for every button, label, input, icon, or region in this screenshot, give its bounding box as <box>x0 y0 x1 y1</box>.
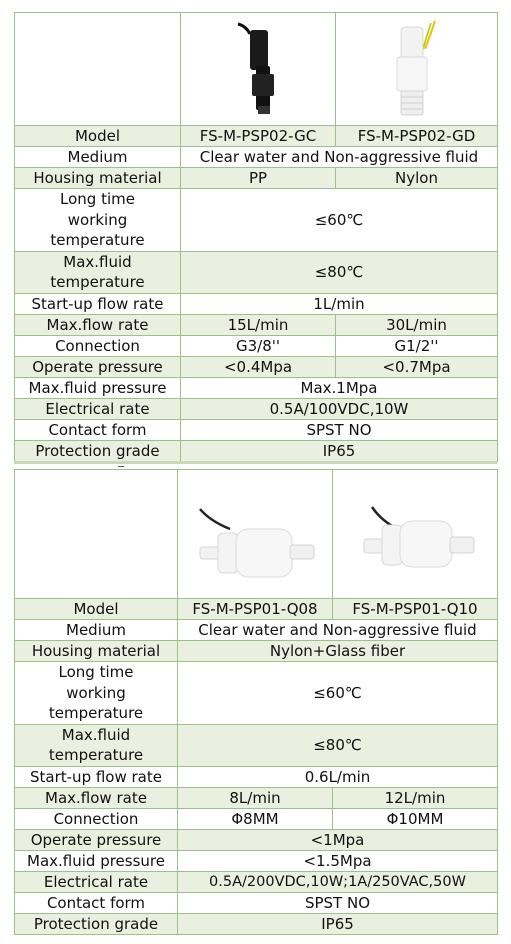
row-label: Operate pressure <box>15 356 181 377</box>
value-cell: 1L/min <box>181 293 498 314</box>
row-label: Max.fluid temperature <box>15 724 178 766</box>
table-row <box>15 293 498 314</box>
row-label: Housing material <box>15 168 181 189</box>
row-label: Long time working temperature <box>15 189 181 252</box>
value-cell: IP65 <box>181 440 498 461</box>
row-label: Protection grade <box>15 440 181 461</box>
row-label: Max.flow rate <box>15 787 178 808</box>
value-cell: 0.5A/200VDC,10W;1A/250VAC,50W <box>178 871 498 892</box>
value-cell: Clear water and Non-aggressive fluid <box>181 147 498 168</box>
table-row <box>15 419 498 440</box>
table-row <box>15 892 498 913</box>
value-cell: ≤80℃ <box>181 251 498 293</box>
value-cell: SPST NO <box>178 892 498 913</box>
white-flow-switch-yellow-wire-photo <box>336 13 498 126</box>
table-row <box>15 147 498 168</box>
table-row <box>15 13 498 126</box>
table-row <box>15 913 498 934</box>
table-row <box>15 356 498 377</box>
row-label: Connection <box>15 808 178 829</box>
value-cell: 12L/min <box>333 787 498 808</box>
row-label: Model <box>15 599 178 620</box>
spec-table-psp01 <box>14 469 498 935</box>
value-cell: Clear water and Non-aggressive fluid <box>178 620 498 641</box>
value-cell: ≤80℃ <box>178 724 498 766</box>
white-flow-switch-q08-photo <box>178 470 333 599</box>
row-label: Max.fluid pressure <box>15 850 178 871</box>
table-row <box>15 251 498 293</box>
value-cell: SPST NO <box>181 419 498 440</box>
table-row <box>15 808 498 829</box>
row-label: Electrical rate <box>15 398 181 419</box>
row-label: Start-up flow rate <box>15 766 178 787</box>
row-label: Contact form <box>15 419 181 440</box>
table-row <box>15 724 498 766</box>
table-cell <box>15 13 181 126</box>
table-row <box>15 662 498 725</box>
table-row <box>15 440 498 461</box>
model-cell: FS-M-PSP01-Q10 <box>333 599 498 620</box>
value-cell: <0.7Mpa <box>336 356 498 377</box>
value-cell: Max.1Mpa <box>181 377 498 398</box>
table-divider <box>14 461 497 464</box>
table-row <box>15 871 498 892</box>
value-cell: Nylon <box>336 168 498 189</box>
table-row <box>15 766 498 787</box>
row-label: Max.fluid pressure <box>15 377 181 398</box>
value-cell: IP65 <box>178 913 498 934</box>
row-label: Medium <box>15 620 178 641</box>
row-label: Long time working temperature <box>15 662 178 725</box>
value-cell: Nylon+Glass fiber <box>178 641 498 662</box>
value-cell: Φ8MM <box>178 808 333 829</box>
value-cell: 15L/min <box>181 314 336 335</box>
model-cell: FS-M-PSP02-GC <box>181 126 336 147</box>
table-row <box>15 168 498 189</box>
table-row <box>15 335 498 356</box>
table-row <box>15 470 498 599</box>
row-label: Electrical rate <box>15 871 178 892</box>
black-flow-switch-photo <box>181 13 336 126</box>
value-cell: 30L/min <box>336 314 498 335</box>
table-row <box>15 377 498 398</box>
row-label: Housing material <box>15 641 178 662</box>
divider-mark <box>118 466 124 467</box>
table-row <box>15 189 498 252</box>
table-row <box>15 126 498 147</box>
spec-table-psp02 <box>14 12 498 462</box>
model-cell: FS-M-PSP01-Q08 <box>178 599 333 620</box>
table-row <box>15 829 498 850</box>
row-label: Max.flow rate <box>15 314 181 335</box>
value-cell: <1Mpa <box>178 829 498 850</box>
value-cell: 0.6L/min <box>178 766 498 787</box>
table-row <box>15 314 498 335</box>
table-cell <box>15 470 178 599</box>
table-row <box>15 398 498 419</box>
table-row <box>15 641 498 662</box>
row-label: Protection grade <box>15 913 178 934</box>
value-cell: Φ10MM <box>333 808 498 829</box>
table-row <box>15 599 498 620</box>
model-cell: FS-M-PSP02-GD <box>336 126 498 147</box>
row-label: Connection <box>15 335 181 356</box>
value-cell: <0.4Mpa <box>181 356 336 377</box>
row-label: Model <box>15 126 181 147</box>
value-cell: PP <box>181 168 336 189</box>
value-cell: ≤60℃ <box>178 662 498 725</box>
row-label: Start-up flow rate <box>15 293 181 314</box>
row-label: Operate pressure <box>15 829 178 850</box>
table-row <box>15 620 498 641</box>
value-cell: 0.5A/100VDC,10W <box>181 398 498 419</box>
row-label: Medium <box>15 147 181 168</box>
table-row <box>15 850 498 871</box>
row-label: Contact form <box>15 892 178 913</box>
value-cell: 8L/min <box>178 787 333 808</box>
value-cell: G1/2'' <box>336 335 498 356</box>
value-cell: ≤60℃ <box>181 189 498 252</box>
table-row <box>15 787 498 808</box>
row-label: Max.fluid temperature <box>15 251 181 293</box>
white-flow-switch-q10-photo <box>333 470 498 599</box>
value-cell: G3/8'' <box>181 335 336 356</box>
value-cell: <1.5Mpa <box>178 850 498 871</box>
